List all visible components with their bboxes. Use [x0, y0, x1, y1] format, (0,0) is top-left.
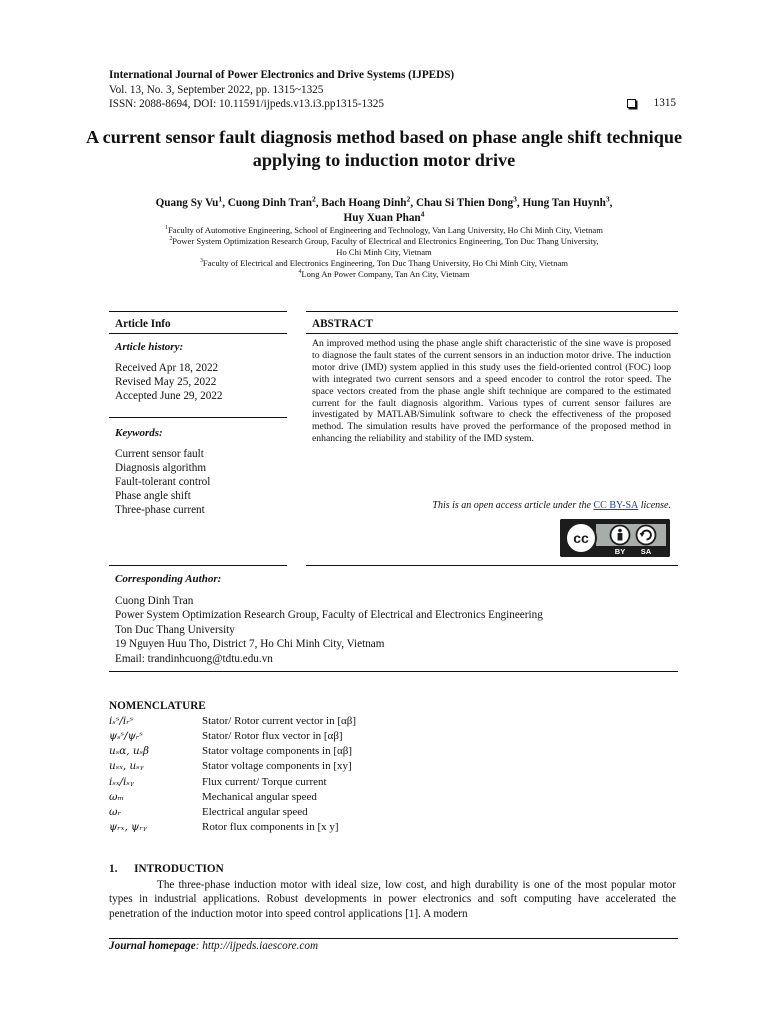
nomenclature-symbol: iₛˢ/iᵣˢ	[109, 715, 134, 727]
affiliation: $^4$Long An Power Company, Tan An City, Vietnam	[298, 269, 470, 279]
nomenclature-row	[109, 730, 669, 745]
history-heading: Article history:	[115, 341, 184, 353]
nomenclature-desc: Mechanical angular speed	[202, 791, 317, 803]
corresponding-bottom-rule	[109, 671, 678, 672]
corresponding-heading: Corresponding Author:	[115, 573, 222, 585]
abstract-text: An improved method using the phase angle shift characteristic of the sine wave is proposed to diagnose the fault states of the current sensors in an induction motor drive. The induction motor drive (IMD) system applied in this study uses the field-oriented control (FOC) loop with integrated two current sensors and a speed encoder to control the rotor speed. The space vectors created from the phase angle shift technique are compared to the estimated current for the fault diagnosis algorithm. Various types of current sensor failures are investigated by MATLAB/Simulink software to check the effectiveness of the proposed method. The simulation results have proved the performance of the proposed method in enhancing the reliability and stability of the IMD system.	[312, 338, 671, 445]
nomenclature-row	[109, 791, 669, 806]
volume-line: Vol. 13, No. 3, September 2022, pp. 1315~1325	[109, 83, 324, 96]
nomenclature-desc: Electrical angular speed	[202, 806, 308, 818]
page-number: 1315	[653, 97, 676, 109]
history-divider	[109, 417, 287, 418]
nomenclature-symbol: ψₛˢ/ψᵣˢ	[109, 730, 143, 742]
badge-by-label: BY	[614, 547, 626, 556]
keyword: Phase angle shift	[115, 490, 191, 502]
issn-line: ISSN: 2088-8694, DOI: 10.11591/ijpeds.v13.i3.pp1315-1325	[109, 98, 384, 111]
cc-badge-graphic	[560, 519, 670, 557]
article-info-heading: Article Info	[115, 318, 171, 330]
author: Hung Tan Huynh$^3$,	[522, 194, 613, 209]
keyword-list	[115, 447, 210, 517]
article-history	[115, 361, 223, 403]
abstract-bottom-rule	[306, 565, 678, 566]
affiliation: $^2$Power System Optimization Research Group, Faculty of Electrical and Electronics Engineering, Ton Duc Thang University,	[169, 236, 599, 246]
open-access-note: This is an open access article under the CC BY-SA license.	[432, 500, 671, 511]
corresponding-name: Cuong Dinh Tran	[115, 595, 194, 607]
introduction-heading: 1. INTRODUCTION	[109, 863, 224, 875]
abstract-top-rule	[306, 311, 678, 312]
footer-rule	[109, 938, 678, 939]
nomenclature-desc: Stator/ Rotor current vector in [αβ]	[202, 715, 357, 727]
cc-by-sa-badge[interactable]	[560, 519, 670, 557]
introduction-text: The three-phase induction motor with ideal size, low cost, and high durability is one of the most popular motor types in industrial applications. Robust developments in power electronics and soft computing have accelerated the penetration of the induction motor into speed control applications [1]. A modern	[109, 879, 676, 920]
keyword: Fault-tolerant control	[115, 476, 211, 488]
info-top-rule	[109, 311, 287, 312]
nomenclature-symbol: iₛₓ/iₛᵧ	[109, 776, 134, 788]
affiliation-list	[96, 225, 672, 280]
journal-name: International Journal of Power Electronics and Drive Systems (IJPEDS)	[109, 69, 455, 81]
received-date: Received Apr 18, 2022	[115, 362, 219, 374]
corresponding-address: 19 Nguyen Huu Tho, District 7, Ho Chi Minh City, Vietnam	[115, 638, 385, 651]
svg-text:cc: cc	[573, 530, 589, 546]
corresponding-group: Power System Optimization Research Group, Faculty of Electrical and Electronics Engineering	[115, 609, 543, 622]
square-bullet-icon	[627, 99, 636, 108]
nomenclature-desc: Flux current/ Torque current	[202, 776, 327, 788]
paper-title: A current sensor fault diagnosis method based on phase angle shift technique applying to induction motor drive	[85, 127, 683, 170]
affiliation: $^1$Faculty of Automotive Engineering, School of Engineering and Technology, Van Lang University, Ho Chi Minh City, Vietnam	[165, 225, 603, 235]
nomenclature-desc: Rotor flux components in [x y]	[202, 821, 339, 833]
keywords-heading: Keywords:	[115, 427, 163, 439]
nomenclature-symbol: ωₘ	[109, 791, 124, 803]
corresponding-email[interactable]: Email: trandinhcuong@tdtu.edu.vn	[115, 652, 273, 665]
info-heading-rule	[109, 333, 287, 334]
homepage-url[interactable]: : http://ijpeds.iaescore.com	[195, 940, 319, 952]
nomenclature-symbol: ωᵣ	[109, 806, 122, 818]
nomenclature-desc: Stator voltage components in [αβ]	[202, 745, 353, 757]
corresponding-block	[115, 594, 675, 666]
corresponding-university: Ton Duc Thang University	[115, 623, 235, 636]
nomenclature-heading: NOMENCLATURE	[109, 700, 206, 712]
author: Quang Sy Vu$^1$,	[155, 194, 228, 209]
share-alike-icon	[637, 526, 656, 545]
nomenclature-row	[109, 821, 669, 836]
page-number-area	[627, 97, 676, 109]
abstract-heading: ABSTRACT	[312, 318, 373, 330]
affiliation: $^3$Faculty of Electrical and Electronics Engineering, Ton Duc Thang University, Ho Chi Minh City, Vietnam	[200, 258, 568, 268]
author: Cuong Dinh Tran$^2$,	[227, 194, 322, 209]
nomenclature-desc: Stator voltage components in [xy]	[202, 760, 352, 772]
nomenclature-row	[109, 715, 669, 730]
keyword: Current sensor fault	[115, 448, 204, 460]
keyword: Three-phase current	[115, 504, 205, 516]
nomenclature-row	[109, 760, 669, 775]
author: Huy Xuan Phan$^4$	[343, 209, 425, 224]
abstract-heading-rule	[306, 333, 678, 334]
nomenclature-row	[109, 745, 669, 760]
nomenclature-desc: Stator/ Rotor flux vector in [αβ]	[202, 730, 343, 742]
nomenclature-row	[109, 776, 669, 791]
badge-sa-label: SA	[640, 547, 652, 556]
nomenclature-row	[109, 806, 669, 821]
journal-header	[109, 68, 679, 112]
author: Bach Hoang Dinh$^2$,	[321, 194, 416, 209]
revised-date: Revised May 25, 2022	[115, 376, 217, 388]
author-list	[96, 196, 672, 226]
nomenclature-symbol: uₛα, uₛβ	[109, 745, 150, 757]
license-link[interactable]: CC BY-SA	[593, 500, 639, 511]
keywords-bottom-rule	[109, 565, 287, 566]
nomenclature-symbol: uₛₓ, uₛᵧ	[109, 760, 144, 772]
accepted-date: Accepted June 29, 2022	[115, 390, 223, 402]
nomenclature-symbol: ψᵣₓ, ψᵣᵧ	[109, 821, 147, 833]
author: Chau Si Thien Dong$^3$,	[415, 194, 523, 209]
keyword: Diagnosis algorithm	[115, 462, 207, 474]
affiliation-continuation: Ho Chi Minh City, Vietnam	[336, 247, 432, 257]
journal-homepage: Journal homepage: http://ijpeds.iaescore.com	[109, 940, 319, 952]
